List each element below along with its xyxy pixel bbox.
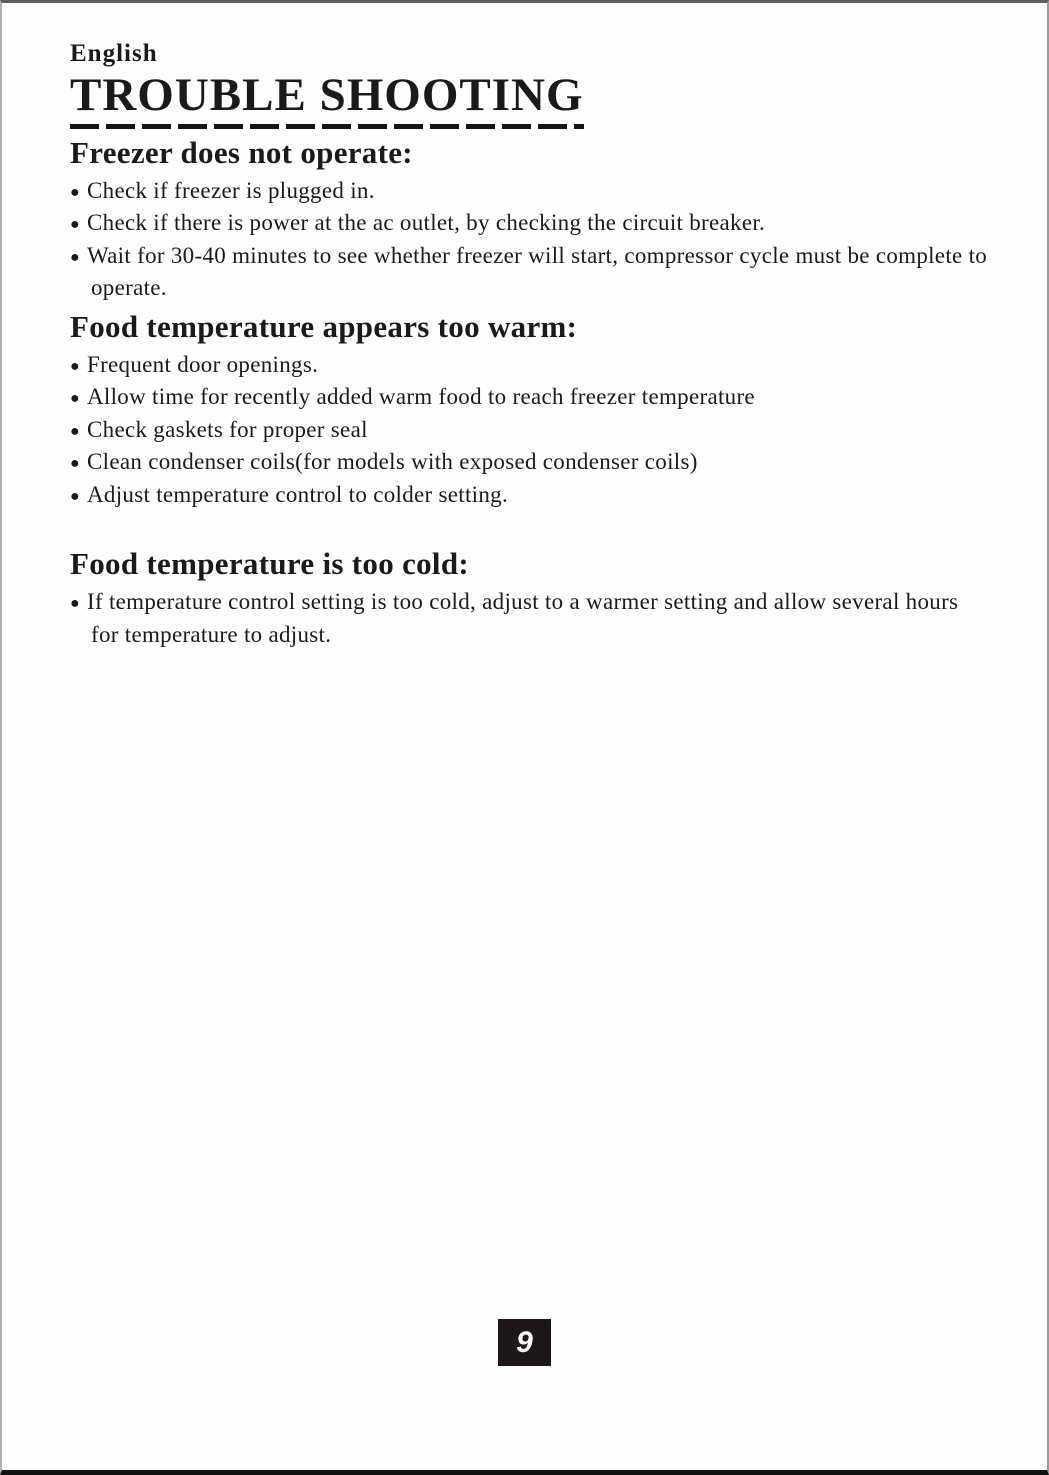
language-label: English bbox=[70, 40, 158, 67]
bullet-text: Wait for 30-40 minutes to see whether freezer will start, compressor cycle must be complete to operate. bbox=[87, 242, 988, 301]
page-title: TROUBLE SHOOTING bbox=[70, 70, 584, 130]
page-content bbox=[2, 3, 1047, 650]
bullet-item bbox=[70, 176, 989, 209]
bullet-icon: ● bbox=[70, 455, 80, 473]
section bbox=[70, 546, 989, 650]
page-number-badge bbox=[498, 1319, 551, 1366]
bullet-icon: ● bbox=[70, 183, 80, 201]
section-heading: Freezer does not operate: bbox=[70, 134, 413, 170]
bullet-list bbox=[70, 350, 989, 513]
page-number: 9 bbox=[516, 1325, 533, 1359]
bullet-icon: ● bbox=[70, 390, 80, 408]
bullet-text: If temperature control setting is too cold, adjust to a warmer setting and allow several hours for temperature to adjust. bbox=[87, 589, 959, 647]
bullet-icon: ● bbox=[70, 216, 80, 234]
bullet-text: Clean condenser coils(for models with exposed condenser coils) bbox=[87, 449, 698, 475]
section bbox=[70, 309, 989, 513]
bullet-text: Check gaskets for proper seal bbox=[87, 416, 368, 442]
bullet-item bbox=[70, 350, 989, 383]
bullet-text: Check if freezer is plugged in. bbox=[87, 177, 375, 203]
bullet-item bbox=[70, 480, 989, 513]
bullet-item bbox=[70, 447, 989, 480]
bullet-icon: ● bbox=[70, 248, 80, 266]
section-heading: Food temperature is too cold: bbox=[70, 546, 469, 582]
bullet-list bbox=[70, 176, 989, 304]
bullet-text: Adjust temperature control to colder setting. bbox=[87, 481, 508, 507]
bullet-text: Allow time for recently added warm food to reach freezer temperature bbox=[87, 384, 755, 410]
bullet-item bbox=[70, 241, 989, 304]
sections-container bbox=[70, 135, 989, 651]
bullet-item bbox=[70, 587, 989, 650]
section bbox=[70, 135, 989, 304]
bullet-text: Check if there is power at the ac outlet, by checking the circuit breaker. bbox=[87, 210, 766, 236]
bullet-icon: ● bbox=[70, 487, 80, 505]
bullet-item bbox=[70, 208, 989, 241]
bullet-item bbox=[70, 382, 989, 415]
bullet-icon: ● bbox=[70, 422, 80, 440]
bullet-list bbox=[70, 587, 989, 650]
section-heading: Food temperature appears too warm: bbox=[70, 308, 578, 344]
bullet-item bbox=[70, 415, 989, 448]
bullet-icon: ● bbox=[70, 595, 80, 613]
bullet-text: Frequent door openings. bbox=[87, 351, 319, 377]
bullet-icon: ● bbox=[70, 357, 80, 375]
